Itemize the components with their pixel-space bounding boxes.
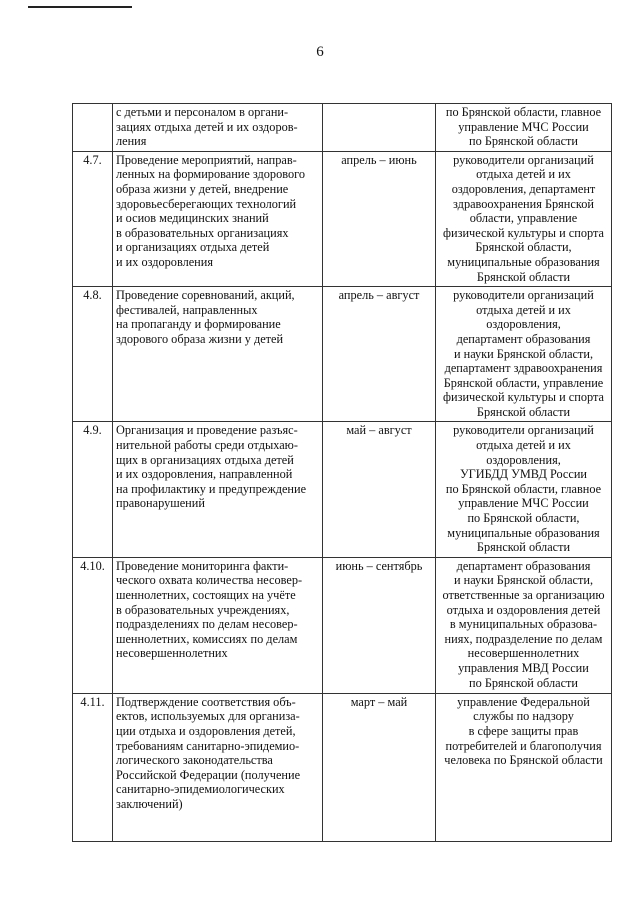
- activity-cell: Проведение мероприятий, направ- ленных на формирование здорового образа жизни у детей, внедрение здоровьесберегающих технологий и осиов медицинских знаний в образовательных организациях и организациях отдыха детей и их оздоровления: [113, 151, 323, 286]
- activity-cell: Проведение соревнований, акций, фестивалей, направленных на пропаганду и формирование здорового образа жизни у детей: [113, 287, 323, 422]
- activity-cell: Организация и проведение разъяс- нительной работы среди отдыхаю- щих в организациях отдыха детей и их оздоровления, направленной на профилактику и предупреждение правонарушений: [113, 422, 323, 557]
- table-row: [73, 287, 612, 422]
- responsible-cell: руководители организаций отдыха детей и их оздоровления, департамент образования и науки Брянской области, департамент здравоохранения Брянской области, управление физической культуры и спорта Брянской области: [436, 287, 612, 422]
- term-cell: апрель – июнь: [323, 151, 436, 286]
- activity-cell: Подтверждение соответствия объ- ектов, используемых для организа- ции отдыха и оздоровления детей, требованиям санитарно-эпидемио- логического законодательства Российской Федерации (получение санитарно-эпидемиологических заключений): [113, 693, 323, 841]
- row-number: 4.9.: [73, 422, 113, 557]
- table-row: [73, 693, 612, 841]
- row-number: [73, 104, 113, 152]
- term-cell: [323, 104, 436, 152]
- table-row: [73, 104, 612, 152]
- page-number: 6: [316, 44, 324, 60]
- term-cell: март – май: [323, 693, 436, 841]
- responsible-cell: руководители организаций отдыха детей и их оздоровления, департамент здравоохранения Брянской области, управление физической культуры и спорта Брянской области, муниципальные образования Брянской области: [436, 151, 612, 286]
- table-row: [73, 422, 612, 557]
- responsible-cell: управление Федеральной службы по надзору в сфере защиты прав потребителей и благополучия человека по Брянской области: [436, 693, 612, 841]
- responsible-cell: по Брянской области, главное управление МЧС России по Брянской области: [436, 104, 612, 152]
- term-cell: апрель – август: [323, 287, 436, 422]
- term-cell: июнь – сентябрь: [323, 557, 436, 693]
- responsible-cell: руководители организаций отдыха детей и их оздоровления, УГИБДД УМВД России по Брянской области, главное управление МЧС России по Брянской области, муниципальные образования Брянской области: [436, 422, 612, 557]
- row-number: 4.8.: [73, 287, 113, 422]
- row-number: 4.11.: [73, 693, 113, 841]
- activity-cell: Проведение мониторинга факти- ческого охвата количества несовер- шеннолетних, состоящих на учёте в образовательных учреждениях, подразделениях по делам несовер- шеннолетних, комиссиях по делам несовершеннолетних: [113, 557, 323, 693]
- table-row: [73, 557, 612, 693]
- activity-cell: с детьми и персоналом в органи- зациях отдыха детей и их оздоров- ления: [113, 104, 323, 152]
- term-cell: май – август: [323, 422, 436, 557]
- row-number: 4.7.: [73, 151, 113, 286]
- table-row: [73, 151, 612, 286]
- row-number: 4.10.: [73, 557, 113, 693]
- top-rule: [28, 6, 132, 8]
- responsible-cell: департамент образования и науки Брянской области, ответственные за организацию отдыха и оздоровления детей в муниципальных образова- ниях, подразделение по делам несовершеннолетних управления МВД России по Брянской области: [436, 557, 612, 693]
- plan-table: [72, 103, 612, 842]
